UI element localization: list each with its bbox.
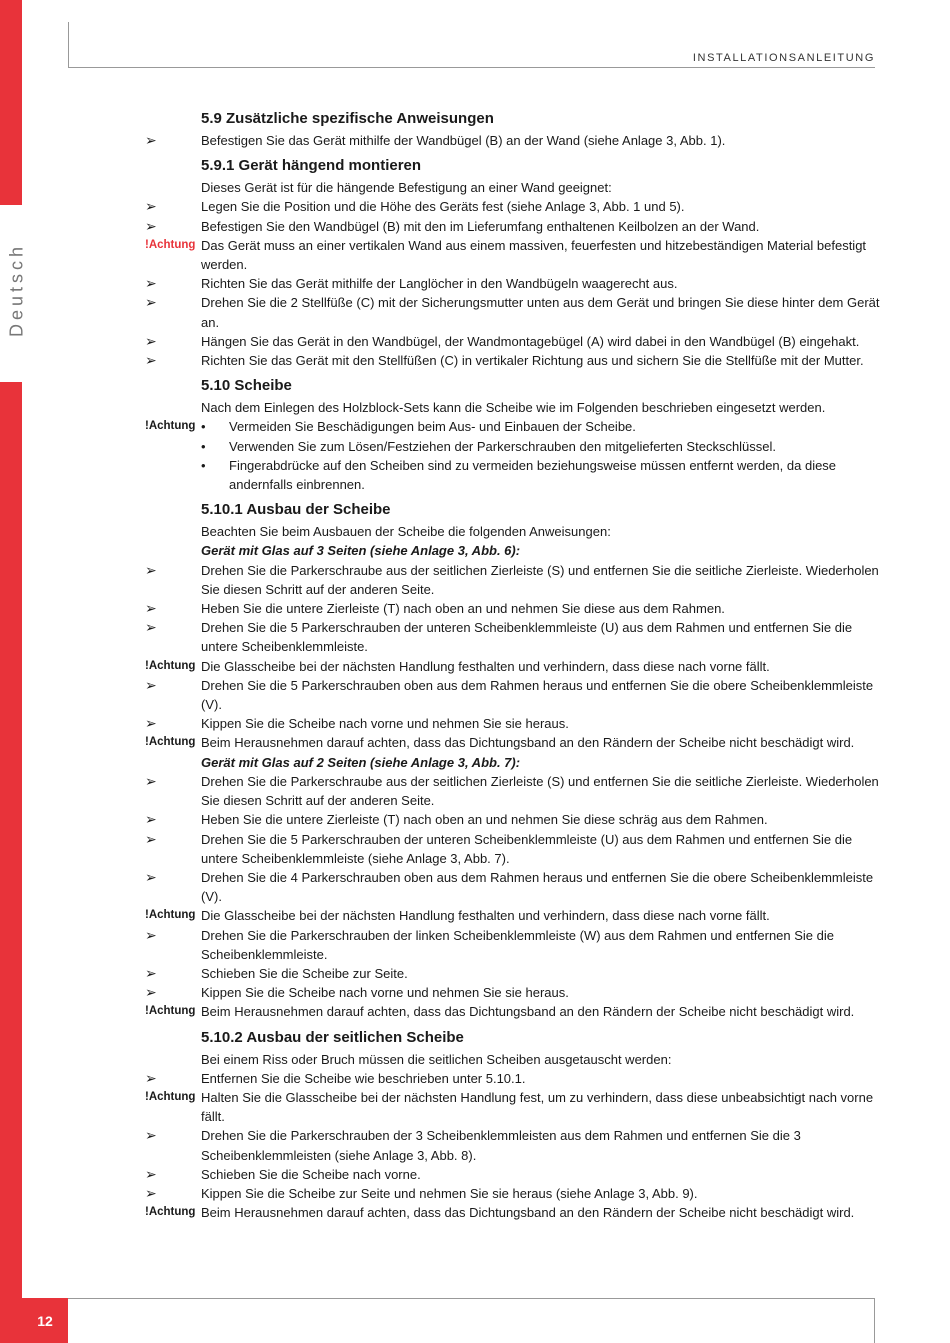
arrow-bullet-icon: ➢ (145, 676, 157, 693)
marker-spacer (145, 456, 201, 494)
warning-item (145, 1203, 885, 1222)
item-text: Drehen Sie die Parkerschraube aus der seitlichen Zierleiste (S) und entfernen Sie die seitliche Zierleiste. Wiederholen Sie diesen Schritt auf der anderen Seite. (201, 562, 879, 597)
item-text: Drehen Sie die 5 Parkerschrauben oben aus dem Rahmen heraus und entfernen Sie die obere Scheibenklemmleiste (V). (201, 677, 874, 713)
item-text: Bei einem Riss oder Bruch müssen die seitlichen Scheiben ausgetauscht werden: (201, 1051, 672, 1067)
arrow-bullet-icon: ➢ (145, 332, 157, 349)
item-text: Drehen Sie die Parkerschraube aus der seitlichen Zierleiste (S) und entfernen Sie die seitliche Zierleiste. Wiederholen Sie diesen Schritt auf der anderen Seite. (201, 773, 879, 809)
item-text: Befestigen Sie den Wandbügel (B) mit den im Lieferumfang enthaltenen Keilbolzen an der Wand. (201, 218, 760, 234)
item-text: Drehen Sie die 5 Parkerschrauben der unteren Scheibenklemmleiste (U) aus dem Rahmen und entfernen Sie die untere Scheibenklemmleiste. (201, 620, 853, 655)
bullet-dot-icon: • (201, 457, 206, 473)
paragraph (145, 398, 885, 417)
achtung-label: !Achtung (145, 1206, 196, 1219)
instruction-step (145, 868, 885, 906)
instruction-step (145, 351, 885, 370)
arrow-bullet-icon: ➢ (145, 926, 157, 943)
arrow-bullet-icon: ➢ (145, 198, 157, 215)
item-text: Dieses Gerät ist für die hängende Befestigung an einer Wand geeignet: (201, 180, 612, 196)
arrow-bullet-icon: ➢ (145, 275, 157, 292)
marker-spacer (145, 437, 201, 456)
achtung-label: !Achtung (145, 909, 196, 922)
instruction-step (145, 131, 885, 150)
document-body (145, 107, 885, 1222)
bullet-line (201, 456, 885, 494)
side-accent-bar-bottom (0, 382, 22, 1343)
instruction-step (145, 964, 885, 983)
bullet-text: Vermeiden Sie Beschädigungen beim Aus- und Einbauen der Scheibe. (229, 419, 636, 435)
item-text: Kippen Sie die Scheibe nach vorne und nehmen Sie sie heraus. (201, 716, 569, 732)
footer-corner-line (874, 1298, 875, 1343)
item-text: Kippen Sie die Scheibe nach vorne und nehmen Sie sie heraus. (201, 985, 569, 1001)
item-text: Kippen Sie die Scheibe zur Seite und nehmen Sie sie heraus (siehe Anlage 3, Abb. 9). (201, 1185, 698, 1201)
bullet-item (145, 456, 885, 494)
bullet-item (145, 437, 885, 456)
arrow-bullet-icon: ➢ (145, 1184, 157, 1201)
item-text: Richten Sie das Gerät mit den Stellfüßen (C) in vertikaler Richtung aus und sichern Sie die Stellfüße mit der Mutter. (201, 353, 864, 369)
instruction-step (145, 772, 885, 810)
arrow-bullet-icon: ➢ (145, 352, 157, 369)
item-text: Gerät mit Glas auf 2 Seiten (siehe Anlage 3, Abb. 7): (201, 754, 521, 770)
warning-item (145, 236, 885, 274)
item-text: Schieben Sie die Scheibe zur Seite. (201, 965, 408, 981)
arrow-bullet-icon: ➢ (145, 132, 157, 148)
section-heading: 5.9.1 Gerät hängend montieren (201, 157, 422, 175)
item-text: Das Gerät muss an einer vertikalen Wand aus einem massiven, feuerfesten und hitzebeständigen Material befestigt werden. (201, 237, 867, 273)
item-text: Nach dem Einlegen des Holzblock-Sets kann die Scheibe wie im Folgenden beschrieben eingesetzt werden. (201, 400, 826, 416)
page-header-title: INSTALLATIONSANLEITUNG (692, 52, 875, 64)
item-text: Befestigen Sie das Gerät mithilfe der Wandbügel (B) an der Wand (siehe Anlage 3, Abb. 1). (201, 133, 726, 148)
achtung-label: !Achtung (145, 420, 196, 433)
instruction-step (145, 676, 885, 714)
marker-spacer (145, 753, 201, 772)
page-number: 12 (37, 1312, 53, 1329)
arrow-bullet-icon: ➢ (145, 561, 157, 578)
item-text: Die Glasscheibe bei der nächsten Handlung festhalten und verhindern, dass diese nach vorne fällt. (201, 908, 770, 924)
warning-item (145, 906, 885, 925)
arrow-bullet-icon: ➢ (145, 619, 157, 636)
sub-heading (145, 753, 885, 772)
instruction-step (145, 926, 885, 964)
item-text: Heben Sie die untere Zierleiste (T) nach oben an und nehmen Sie diese schräg aus dem Rahmen. (201, 812, 768, 828)
arrow-bullet-icon: ➢ (145, 811, 157, 828)
item-text: Drehen Sie die 2 Stellfüße (C) mit der Sicherungsmutter unten aus dem Gerät und bringen Sie diese hinter dem Gerät an. (201, 295, 880, 330)
arrow-bullet-icon: ➢ (145, 772, 157, 789)
item-text: Beim Herausnehmen darauf achten, dass das Dichtungsband an den Rändern der Scheibe nicht beschädigt wird. (201, 1205, 855, 1221)
instruction-step (145, 1126, 885, 1164)
bullet-line (201, 417, 885, 436)
arrow-bullet-icon: ➢ (145, 294, 157, 311)
arrow-bullet-icon: ➢ (145, 715, 157, 732)
item-text: Beim Herausnehmen darauf achten, dass das Dichtungsband an den Rändern der Scheibe nicht beschädigt wird. (201, 735, 855, 751)
item-text: Drehen Sie die Parkerschrauben der linken Scheibenklemmleiste (W) aus dem Rahmen und entfernen Sie die Scheibenklemmleiste. (201, 927, 835, 962)
section-heading: 5.9 Zusätzliche spezifische Anweisungen (201, 110, 494, 127)
instruction-step (145, 197, 885, 216)
item-text: Drehen Sie die Parkerschrauben der 3 Scheibenklemmleisten aus dem Rahmen und entfernen Sie die 3 Scheibenklemmleisten (siehe Anlage 3, Abb. 8). (201, 1128, 801, 1163)
instruction-step (145, 830, 885, 868)
warning-item (145, 733, 885, 752)
item-text: Halten Sie die Glasscheibe bei der nächsten Handlung fest, um zu verhindern, dass diese unbeabsichtigt nach vorne fällt. (201, 1089, 874, 1125)
bullet-text: Verwenden Sie zum Lösen/Festziehen der Parkerschrauben den mitgelieferten Steckschlüssel. (229, 438, 777, 454)
arrow-bullet-icon: ➢ (145, 964, 157, 981)
section-heading: 5.10 Scheibe (201, 377, 292, 395)
header-corner-line (68, 22, 69, 67)
instruction-step (145, 599, 885, 618)
instruction-step (145, 217, 885, 236)
item-text: Beim Herausnehmen darauf achten, dass das Dichtungsband an den Rändern der Scheibe nicht beschädigt wird. (201, 1004, 855, 1020)
bullet-text: Fingerabdrücke auf den Scheiben sind zu vermeiden beziehungsweise müssen entfernt werden, da diese andernfalls einbrennen. (229, 457, 837, 493)
arrow-bullet-icon: ➢ (145, 1069, 157, 1086)
instruction-step (145, 1165, 885, 1184)
achtung-label: !Achtung (145, 1005, 196, 1018)
instruction-step (145, 1069, 885, 1088)
item-text: Entfernen Sie die Scheibe wie beschrieben unter 5.10.1. (201, 1070, 526, 1086)
marker-spacer (145, 541, 201, 560)
section-heading: 5.10.1 Ausbau der Scheibe (201, 501, 391, 519)
instruction-step (145, 810, 885, 829)
instruction-step (145, 293, 885, 331)
sub-heading (145, 541, 885, 560)
instruction-step (145, 714, 885, 733)
language-tab (2, 225, 32, 355)
instruction-step (145, 274, 885, 293)
item-text: Gerät mit Glas auf 3 Seiten (siehe Anlage 3, Abb. 6): (201, 543, 521, 559)
arrow-bullet-icon: ➢ (145, 830, 157, 847)
arrow-bullet-icon: ➢ (145, 984, 157, 1001)
marker-spacer (145, 1050, 201, 1069)
header-rule (68, 67, 875, 68)
footer-rule (68, 1298, 875, 1299)
paragraph (145, 522, 885, 541)
item-text: Legen Sie die Position und die Höhe des Geräts fest (siehe Anlage 3, Abb. 1 und 5). (201, 199, 685, 215)
arrow-bullet-icon: ➢ (145, 868, 157, 885)
arrow-bullet-icon: ➢ (145, 1127, 157, 1144)
marker-spacer (145, 522, 201, 541)
achtung-label: !Achtung (145, 238, 196, 251)
arrow-bullet-icon: ➢ (145, 1165, 157, 1182)
side-accent-bar-top (0, 0, 22, 205)
item-text: Heben Sie die untere Zierleiste (T) nach oben an und nehmen Sie diese aus dem Rahmen. (201, 601, 725, 617)
instruction-step (145, 618, 885, 656)
section-heading: 5.10.2 Ausbau der seitlichen Scheibe (201, 1028, 464, 1046)
achtung-label: !Achtung (145, 1090, 196, 1103)
language-label: Deutsch (6, 242, 27, 338)
achtung-label: !Achtung (145, 736, 196, 749)
instruction-step (145, 1184, 885, 1203)
instruction-step (145, 983, 885, 1002)
arrow-bullet-icon: ➢ (145, 217, 157, 234)
item-text: Drehen Sie die 4 Parkerschrauben oben aus dem Rahmen heraus und entfernen Sie die obere Scheibenklemmleiste (V). (201, 869, 874, 905)
item-text: Drehen Sie die 5 Parkerschrauben der unteren Scheibenklemmleiste (U) aus dem Rahmen und entfernen Sie die untere Scheibenklemmleiste (siehe Anlage 3, Abb. 7). (201, 831, 853, 866)
warning-item (145, 417, 885, 436)
marker-spacer (145, 398, 201, 417)
arrow-bullet-icon: ➢ (145, 600, 157, 617)
paragraph (145, 1050, 885, 1069)
item-text: Beachten Sie beim Ausbauen der Scheibe die folgenden Anweisungen: (201, 524, 611, 540)
item-text: Hängen Sie das Gerät in den Wandbügel, der Wandmontagebügel (A) wird dabei in den Wandbügel (B) eingehakt. (201, 333, 860, 349)
achtung-label: !Achtung (145, 659, 196, 672)
marker-spacer (145, 178, 201, 197)
item-text: Die Glasscheibe bei der nächsten Handlung festhalten und verhindern, dass diese nach vorne fällt. (201, 658, 770, 674)
warning-item (145, 657, 885, 676)
item-text: Richten Sie das Gerät mithilfe der Langlöcher in den Wandbügeln waagerecht aus. (201, 276, 678, 292)
item-text: Schieben Sie die Scheibe nach vorne. (201, 1166, 421, 1182)
bullet-dot-icon: • (201, 438, 206, 454)
warning-item (145, 1088, 885, 1126)
instruction-step (145, 561, 885, 599)
bullet-dot-icon: • (201, 419, 206, 435)
bullet-line (201, 437, 885, 456)
instruction-step (145, 332, 885, 351)
warning-item (145, 1002, 885, 1021)
paragraph (145, 178, 885, 197)
